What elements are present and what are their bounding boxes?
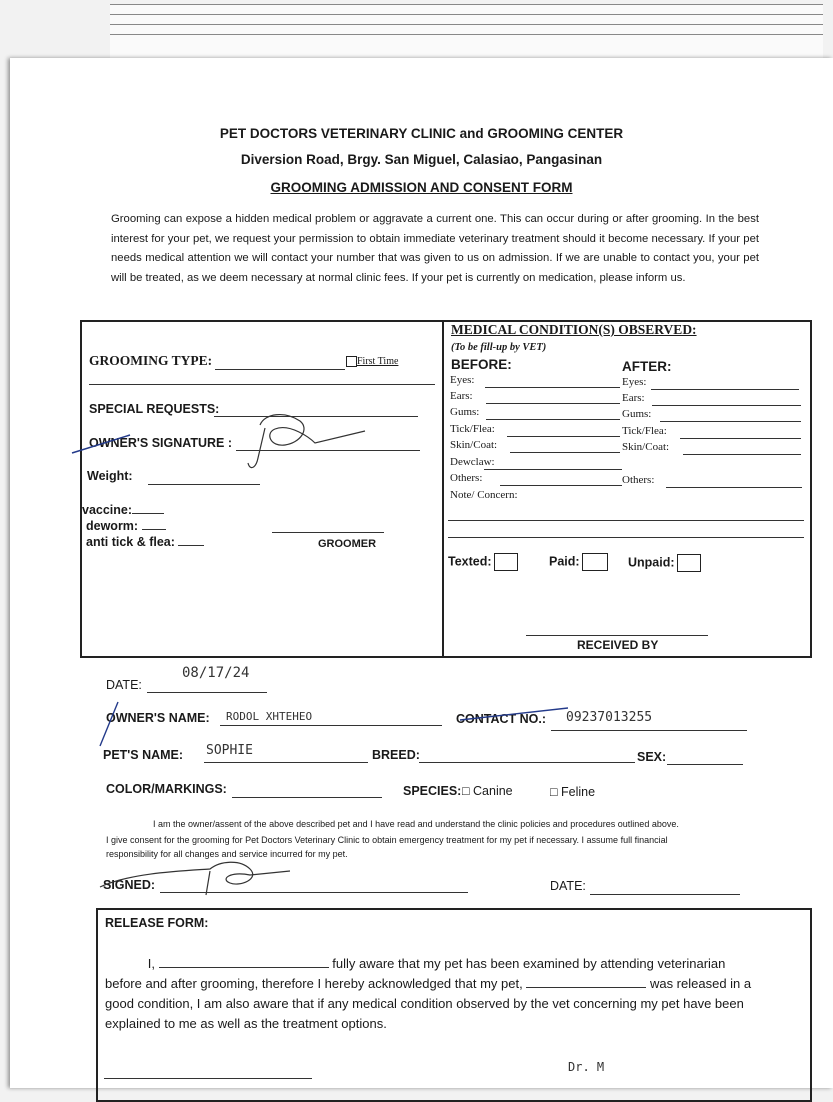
release-pet-field[interactable] (526, 987, 646, 988)
species-label: SPECIES: (403, 784, 462, 798)
after-item-label: Ears: (622, 392, 645, 404)
owner-name-value: RODOL XHTEHEO (226, 710, 313, 723)
texted-option[interactable]: Texted: (448, 553, 518, 571)
release-name-field[interactable] (159, 967, 329, 968)
clinic-address: Diversion Road, Brgy. San Miguel, Calasiao, Pangasinan (240, 152, 603, 167)
release-paragraph: I, fully aware that my pet has been examined by attending veterinarian before and after grooming, therefore I hereby acknowledged that my pet, was released in a good condition, I am also aware that if any medical condition observed by the vet concerning my pet have been explained to me as well as the treatment options. (105, 956, 752, 1031)
weight-field[interactable] (148, 470, 260, 485)
after-item-field[interactable] (680, 425, 801, 439)
consent-line-2: I give consent for the grooming for Pet Doctors Veterinary Clinic to obtain emergency treatment for my pet if necessary. I assume full financial (106, 835, 668, 845)
special-requests-label: SPECIAL REQUESTS: (89, 402, 220, 416)
date-label: DATE: (106, 678, 142, 692)
color-field[interactable] (232, 783, 382, 798)
contact-value: 09237013255 (566, 710, 653, 725)
before-item-label: Skin/Coat: (450, 439, 498, 451)
before-item-label: Ears: (450, 390, 473, 402)
consent-line-3: responsibility for all changes and service incurred for my pet. (106, 849, 348, 859)
note-field-2[interactable] (448, 523, 804, 538)
before-item-label: Tick/Flea: (450, 423, 495, 435)
before-label: BEFORE: (451, 357, 512, 372)
color-label: COLOR/MARKINGS: (106, 782, 227, 796)
before-item-field[interactable] (510, 439, 620, 453)
after-item-field[interactable] (652, 392, 801, 406)
after-item-label: Gums: (622, 408, 652, 420)
weight-label: Weight: (87, 469, 133, 483)
pet-name-label: PET'S NAME: (103, 748, 184, 762)
unpaid-option[interactable]: Unpaid: (628, 554, 701, 572)
first-time-label: First Time (357, 356, 399, 367)
breed-label: BREED: (372, 748, 420, 762)
grooming-type-field[interactable] (215, 355, 345, 370)
consent-line-1: I am the owner/assent of the above described pet and I have read and understand the clinic policies and procedures outlined above. (153, 819, 679, 829)
paper-stack-edge (110, 34, 823, 59)
received-by-line[interactable] (526, 621, 708, 636)
owners-signature-label: OWNER'S SIGNATURE : (89, 436, 233, 450)
medical-conditions-title: MEDICAL CONDITION(S) OBSERVED: (451, 322, 697, 337)
after-item-label: Tick/Flea: (622, 425, 667, 437)
feline-option[interactable]: □ Feline (550, 785, 596, 799)
anti-tick-field[interactable] (178, 545, 204, 546)
intro-paragraph: Grooming can expose a hidden medical problem or aggravate a current one. This can occur during or after grooming. In the best interest for your pet, we request your permission to obtain immediate veterinary treatment should it become necessary. If your pet needs medical attention we will contact your number that was given to us on admission. If we are unable to contact you, your pet will be treated, as we deem necessary at normal clinic fees. If your pet is currently on medication, please inform us. (111, 213, 759, 284)
first-time-checkbox[interactable] (346, 356, 357, 367)
received-by-label: RECEIVED BY (577, 638, 659, 652)
after-item-field[interactable] (683, 441, 801, 455)
before-item-field[interactable] (484, 456, 622, 470)
vaccine-field[interactable] (132, 513, 164, 514)
before-item-label: Gums: (450, 406, 480, 418)
texted-checkbox[interactable] (494, 553, 518, 571)
signed-date-field[interactable] (590, 880, 740, 895)
pet-name-value: SOPHIE (206, 743, 253, 758)
before-item-field[interactable] (486, 390, 620, 404)
signature-mark (60, 403, 380, 473)
vet-fill-note: (To be fill-up by VET) (451, 342, 547, 353)
before-item-field[interactable] (485, 374, 620, 388)
clinic-name: PET DOCTORS VETERINARY CLINIC and GROOMING CENTER (219, 126, 624, 141)
after-item-label: Eyes: (622, 376, 647, 388)
before-item-label: Dewclaw: (450, 456, 495, 468)
after-item-field[interactable] (651, 376, 799, 390)
signed-label: SIGNED: (103, 878, 156, 892)
paid-option[interactable]: Paid: (549, 553, 608, 571)
after-label: AFTER: (622, 359, 672, 374)
anti-tick-label: anti tick & flea: (86, 535, 204, 549)
signed-date-label: DATE: (550, 879, 586, 893)
deworm-label: deworm: (86, 519, 166, 533)
breed-field[interactable] (419, 748, 635, 763)
owner-signature-mark (90, 853, 310, 903)
paid-checkbox[interactable] (582, 553, 608, 571)
before-item-label: Others: (450, 472, 483, 484)
after-item-label: Others: (622, 474, 655, 486)
before-item-field[interactable] (486, 406, 620, 420)
unpaid-checkbox[interactable] (677, 554, 701, 572)
grooming-type-label: GROOMING TYPE: (89, 353, 213, 368)
sex-field[interactable] (667, 750, 743, 765)
before-item-label: Note/ Concern: (450, 489, 518, 501)
before-item-field[interactable] (507, 423, 620, 437)
form-title: GROOMING ADMISSION AND CONSENT FORM (270, 180, 573, 195)
vaccine-label: vaccine: (82, 503, 164, 517)
grooming-type-field-2[interactable] (89, 370, 435, 385)
release-form-title: RELEASE FORM: (105, 916, 209, 930)
after-item-field[interactable] (666, 474, 802, 488)
canine-option[interactable]: □ Canine (462, 784, 513, 798)
note-field-1[interactable] (448, 506, 804, 521)
before-item-label: Eyes: (450, 374, 475, 386)
deworm-field[interactable] (142, 529, 166, 530)
first-time-option[interactable] (346, 356, 398, 367)
after-item-field[interactable] (660, 408, 801, 422)
before-item-field[interactable] (500, 472, 622, 486)
doctor-signature: Dr. M (568, 1060, 605, 1074)
groomer-label: GROOMER (318, 538, 377, 550)
consent-form-page (10, 58, 833, 1088)
date-value: 08/17/24 (182, 665, 250, 681)
groomer-signature-line[interactable] (272, 518, 384, 533)
release-signature-line[interactable] (104, 1064, 312, 1079)
owner-name-label: OWNER'S NAME: (106, 711, 210, 725)
after-item-label: Skin/Coat: (622, 441, 670, 453)
sex-label: SEX: (637, 750, 667, 764)
contact-label: CONTACT NO.: (456, 712, 547, 726)
